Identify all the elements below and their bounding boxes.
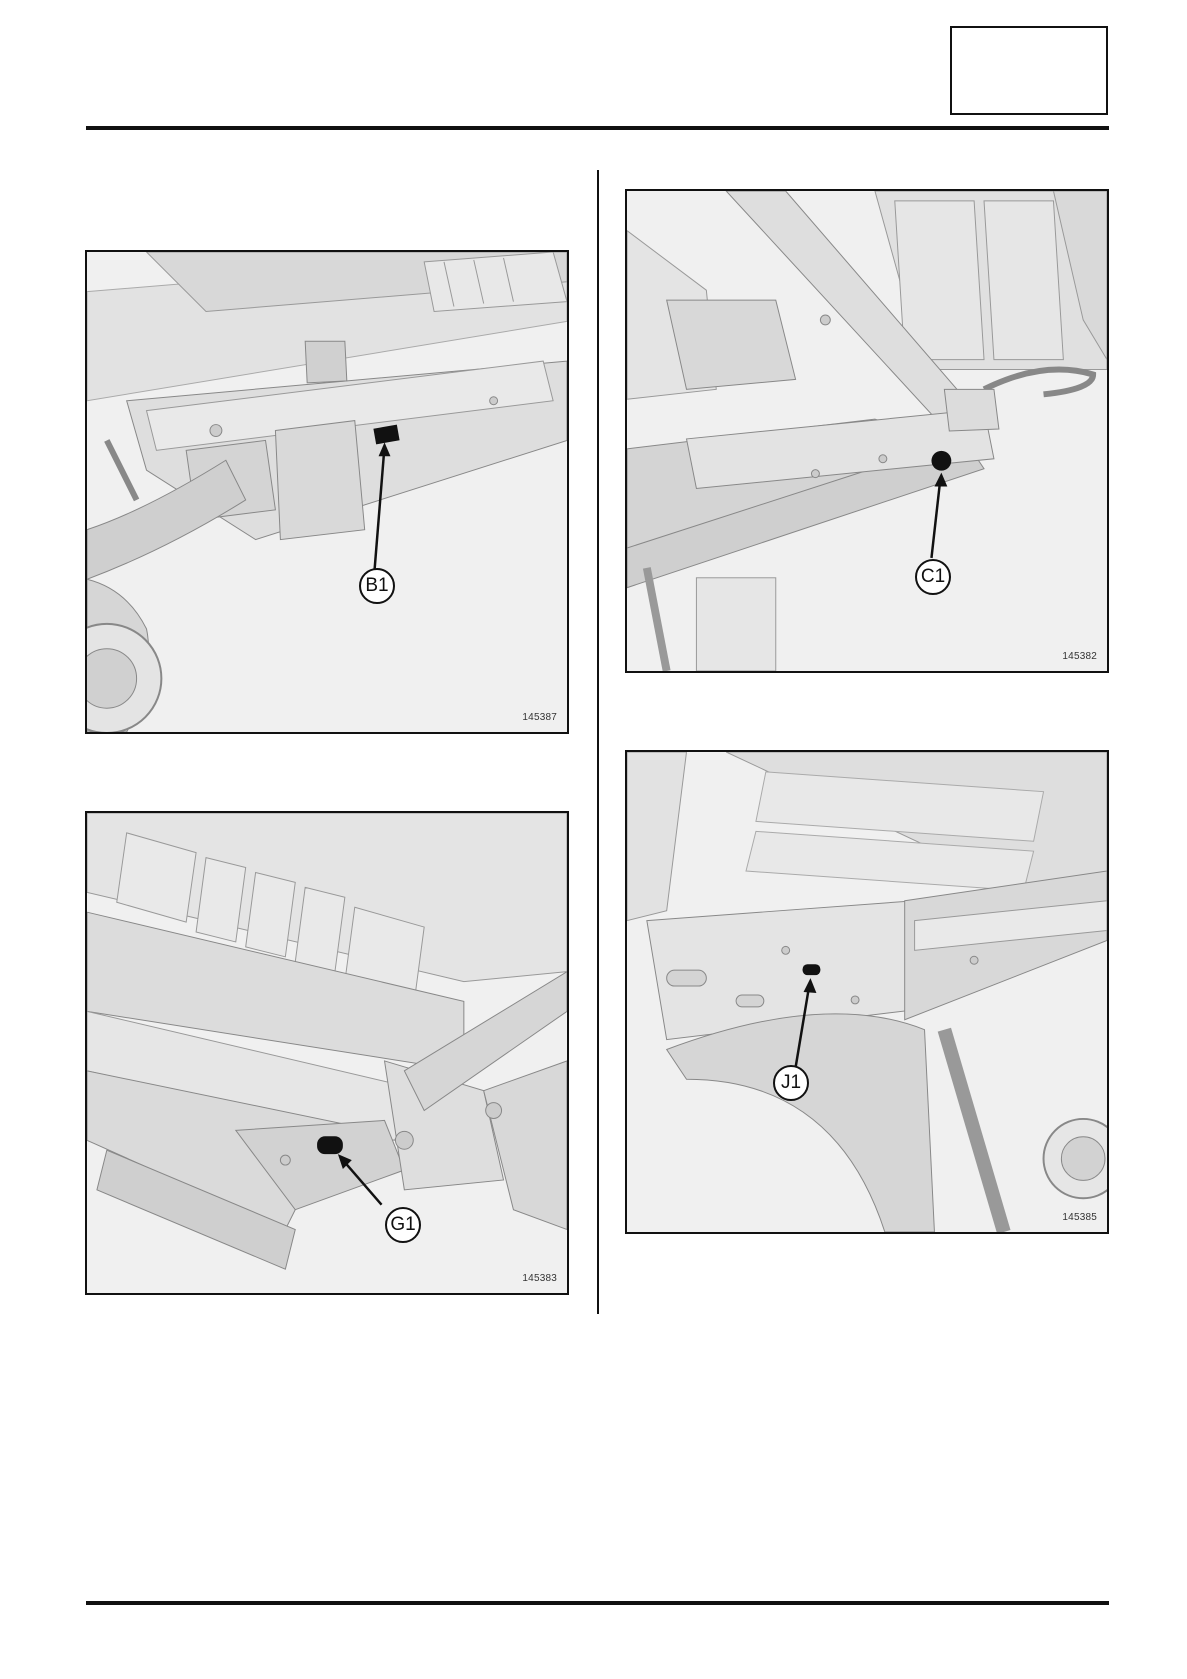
callout-g1: G1 (385, 1207, 421, 1243)
figure-g1-illustration (87, 813, 567, 1293)
column-divider (597, 170, 599, 1314)
figure-b1-illustration (87, 252, 567, 732)
footer-rule (86, 1601, 1109, 1605)
callout-j1: J1 (773, 1065, 809, 1101)
figure-number: 145387 (522, 712, 557, 723)
figure-c1 (625, 189, 1109, 673)
header-reference-box (950, 26, 1108, 115)
figure-g1 (85, 811, 569, 1295)
figure-b1 (85, 250, 569, 734)
callout-b1: B1 (359, 568, 395, 604)
figure-j1-illustration (627, 752, 1107, 1232)
figure-number: 145382 (1062, 651, 1097, 662)
figure-c1-illustration (627, 191, 1107, 671)
figure-number: 145385 (1062, 1212, 1097, 1223)
figure-number: 145383 (522, 1273, 557, 1284)
header-rule (86, 126, 1109, 130)
figure-j1 (625, 750, 1109, 1234)
callout-c1: C1 (915, 559, 951, 595)
